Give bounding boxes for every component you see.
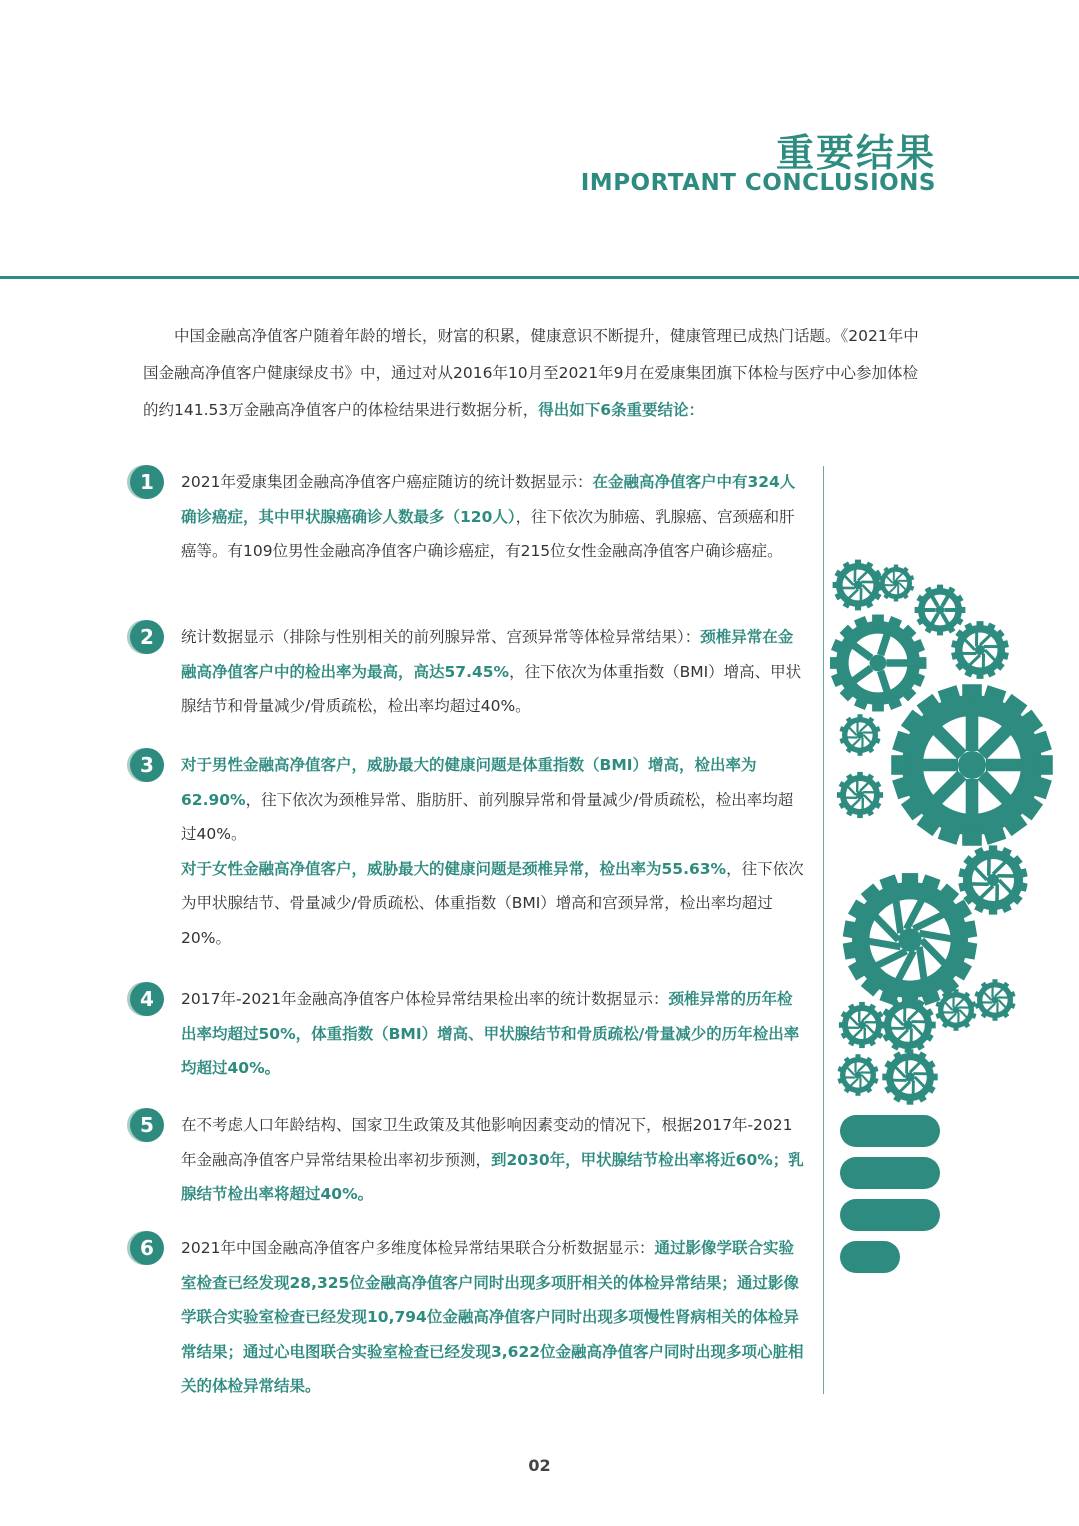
- body-text: ，往下依次为肺癌、乳腺癌、宫颈癌和肝癌等。有109位男性金融高净值客户确诊癌症，有215位女性金融高净值客户确诊癌症。: [181, 507, 795, 560]
- decorative-bar: [840, 1241, 900, 1273]
- highlighted-text: 到2030年，甲状腺结节检出率将近60%；乳腺结节检出率将超过40%。: [181, 1150, 804, 1203]
- highlighted-text: 在金融高净值客户中有324人确诊癌症，其中甲状腺癌确诊人数最多（120人）: [181, 473, 796, 526]
- number-badge: 1: [130, 465, 164, 499]
- highlighted-text: 通过影像学联合实验室检查已经发现28,325位金融高净值客户同时出现多项肝相关的体检异常结果；通过影像学联合实验室检查已经发现10,794位金融高净值客户同时出现多项慢性肾病相关的体检异常结果；通过心电图联合实验室检查已经发现3,622位金融高净值客户同时出现多项心脏相关的体检异常结果。: [181, 1239, 804, 1395]
- decorative-bar: [840, 1199, 940, 1231]
- gear-icon: [837, 772, 883, 818]
- vertical-divider: [823, 466, 824, 1394]
- page-title: 重要结果: [775, 131, 936, 175]
- conclusion-text: [181, 748, 806, 955]
- body-text: 2017年-2021年金融高净值客户体检异常结果检出率的统计数据显示：: [181, 990, 669, 1008]
- intro-text: 中国金融高净值客户随着年龄的增长，财富的积累，健康意识不断提升，健康管理已成热门话题。《2021年中国金融高净值客户健康绿皮书》中，通过对从2016年10月至2021年9月在爱康集团旗下体检与医疗中心参加体检的约141.53万金融高净值客户的体检结果进行数据分析，: [143, 327, 919, 419]
- number-badge: 3: [130, 748, 164, 782]
- gears-illustration: [830, 555, 1079, 1275]
- gear-icon: [915, 585, 966, 636]
- intro-paragraph: [143, 318, 933, 429]
- gear-icon: [880, 997, 935, 1052]
- conclusion-text: [181, 1108, 806, 1212]
- decorative-bar: [840, 1157, 940, 1189]
- conclusion-paragraph: [181, 465, 806, 569]
- conclusion-paragraph: [181, 620, 806, 724]
- gear-icon: [951, 621, 1009, 679]
- gear-icon: [882, 1049, 937, 1104]
- gear-icon: [958, 845, 1027, 914]
- number-badge: 4: [130, 982, 164, 1016]
- body-text: 统计数据显示（排除与性别相关的前列腺异常、宫颈异常等体检异常结果）：: [181, 628, 701, 646]
- conclusion-text: [181, 465, 806, 569]
- highlighted-text: 颈椎异常的历年检出率均超过50%，体重指数（BMI）增高、甲状腺结节和骨质疏松/骨量减少的历年检出率均超过40%。: [181, 990, 800, 1077]
- gear-icon: [935, 989, 976, 1031]
- gear-icon: [837, 1054, 878, 1096]
- gear-icon: [974, 979, 1015, 1021]
- conclusion-text: [181, 982, 806, 1086]
- number-badge: 2: [130, 620, 164, 654]
- conclusion-paragraph: [181, 982, 806, 1086]
- gear-icon: [830, 615, 926, 712]
- conclusion-paragraph: [181, 748, 806, 852]
- body-text: ，往下依次为体重指数（BMI）增高、甲状腺结节和骨量减少/骨质疏松，检出率均超过40%。: [181, 662, 802, 715]
- body-text: ，往下依次为颈椎异常、脂肪肝、前列腺异常和骨量减少/骨质疏松，检出率均超过40%。: [181, 790, 794, 843]
- gear-icon: [839, 714, 880, 756]
- gear-icon: [833, 560, 884, 611]
- conclusion-paragraph: [181, 1231, 806, 1404]
- decorative-bar: [840, 1115, 940, 1147]
- gear-icon: [891, 684, 1053, 846]
- body-text: 2021年中国金融高净值客户多维度体检异常结果联合分析数据显示：: [181, 1239, 655, 1257]
- header-divider: [0, 276, 1079, 279]
- gear-icon: [878, 565, 915, 602]
- body-text: 2021年爱康集团金融高净值客户癌症随访的统计数据显示：: [181, 473, 593, 491]
- conclusion-text: [181, 620, 806, 724]
- body-text: ，往下依次为甲状腺结节、骨量减少/骨质疏松、体重指数（BMI）增高和宫颈异常，检出率均超过20%。: [181, 859, 804, 947]
- body-text: 在不考虑人口年龄结构、国家卫生政策及其他影响因素变动的情况下，根据2017年-2021年金融高净值客户异常结果检出率初步预测，: [181, 1116, 793, 1169]
- conclusion-text: [181, 1231, 806, 1404]
- highlighted-text: 颈椎异常在金融高净值客户中的检出率为最高，高达57.45%: [181, 628, 794, 681]
- number-badge: 6: [130, 1231, 164, 1265]
- conclusion-paragraph: [181, 852, 806, 956]
- highlighted-text: 对于女性金融高净值客户，威胁最大的健康问题是颈椎异常，检出率为55.63%: [181, 859, 727, 878]
- highlighted-text: 对于男性金融高净值客户，威胁最大的健康问题是体重指数（BMI）增高，检出率为62.90%: [181, 756, 757, 809]
- gear-icon: [839, 1002, 885, 1048]
- conclusion-paragraph: [181, 1108, 806, 1212]
- page-subtitle: IMPORTANT CONCLUSIONS: [580, 170, 936, 196]
- page-number: 02: [528, 1456, 551, 1475]
- number-badge: 5: [130, 1108, 164, 1142]
- gear-icon: [843, 873, 978, 1007]
- intro-highlight: 得出如下6条重要结论：: [538, 401, 705, 419]
